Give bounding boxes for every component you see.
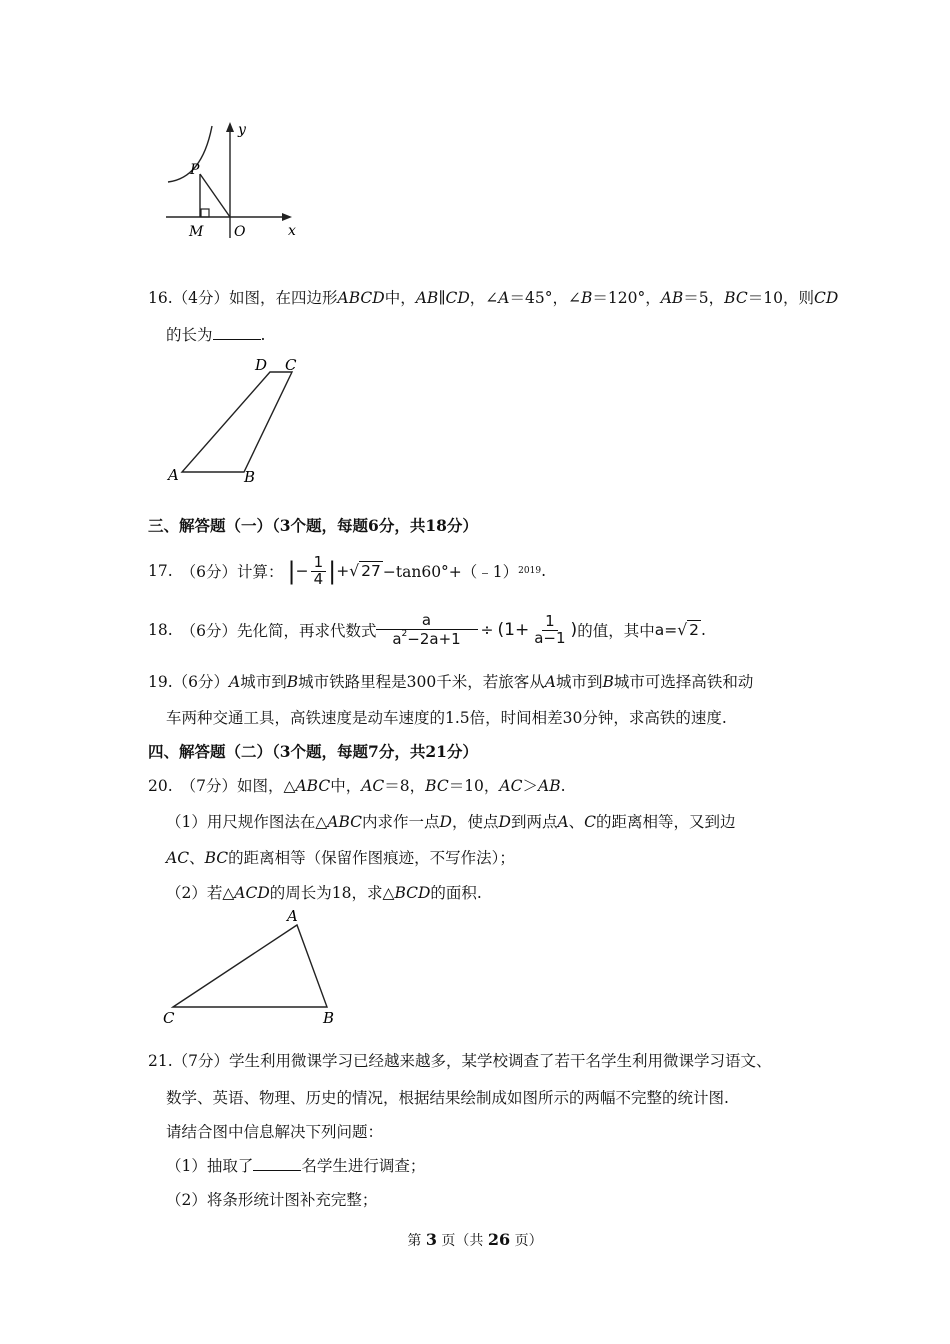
minus-sign: −	[295, 562, 309, 580]
q21-line1	[148, 1049, 772, 1071]
q16-line2	[166, 323, 265, 345]
section-heading: 四、解答题（二）（3个题，每题7分，共21分）	[148, 742, 478, 761]
footer-text: 页（共	[436, 1233, 488, 1249]
q19-text: 城市铁路里程是300千米，若旅客从	[298, 673, 545, 691]
q20-score: （7分）如图，△	[180, 777, 296, 795]
q21-line3: 请结合图中信息解决下列问题：	[166, 1123, 384, 1141]
q16-var: AB	[415, 289, 439, 307]
answer-blank[interactable]	[253, 1156, 301, 1171]
plus-sign: +	[336, 562, 350, 580]
q17-score: （6分）计算：	[180, 563, 284, 581]
q20-text: 的距离相等（保留作图痕迹，不写作法）；	[228, 849, 515, 867]
q16-number: 16.	[148, 289, 173, 307]
q19-text: 城市到	[555, 673, 603, 691]
q19-number: 19.	[148, 673, 173, 691]
q16-var: CD	[813, 289, 839, 307]
q16-parallel: ∥	[438, 289, 446, 307]
q20-var: AC	[166, 849, 190, 867]
q16-text: ＝45°，∠	[509, 289, 581, 307]
q17-period: .	[541, 562, 546, 580]
paren-open: (1+	[497, 620, 530, 640]
q16-var: B	[580, 289, 593, 307]
q21-text: （1）抽取了	[166, 1157, 254, 1175]
divide-sign: ÷	[480, 621, 494, 639]
q18	[148, 608, 706, 652]
q16-var: AB	[660, 289, 684, 307]
frac-numerator: 1	[311, 555, 327, 572]
q20-part1-line1	[166, 810, 736, 832]
label-o: O	[234, 224, 246, 240]
q16-var: A	[498, 289, 510, 307]
den-a: a	[392, 629, 402, 648]
q20-number: 20.	[148, 777, 173, 795]
q20-text: 的面积.	[430, 884, 482, 902]
abs-bar: |	[328, 557, 337, 585]
q20-text: .	[560, 777, 566, 795]
frac-denominator: 4	[313, 569, 324, 588]
q16-score: （4分）	[172, 289, 230, 307]
label-d: D	[255, 356, 268, 374]
q20-text: 、	[189, 849, 205, 867]
label-a: A	[287, 907, 298, 925]
q20-text: （1）用尺规作图法在△	[166, 813, 328, 831]
fraction-one-quarter	[311, 552, 327, 588]
q19-line1	[148, 670, 753, 692]
q20-var: BC	[425, 777, 449, 795]
segment-po	[200, 174, 230, 217]
q20-var: BC	[204, 849, 229, 867]
a-equals: a=	[654, 621, 678, 639]
q20-text: 中，	[330, 777, 362, 795]
radicand: 27	[361, 562, 381, 580]
label-b: B	[244, 468, 256, 486]
q19-score: （6分）	[172, 673, 230, 691]
frac-numerator: 1	[542, 614, 558, 631]
q16-text: 的长为	[166, 326, 213, 344]
q17-rest: −tan60°+（﹣1）	[382, 563, 519, 581]
q20-text: ＝10，	[448, 777, 500, 795]
q20-text: 内求作一点	[362, 813, 440, 831]
q20-var: A	[557, 813, 569, 831]
q16-text: 中，	[384, 289, 416, 307]
q16-var: ABCD	[337, 289, 385, 307]
label-p: P	[190, 162, 200, 178]
q20-text: ，使点	[451, 813, 499, 831]
right-angle-mark	[201, 209, 209, 217]
abs-bar: |	[287, 557, 296, 585]
figure-q15	[160, 118, 310, 246]
q16-text: ，∠	[469, 289, 499, 307]
frac-denominator: a−1	[534, 628, 566, 647]
q19-line2: 车两种交通工具，高铁速度是动车速度的1.5倍，时间相差30分钟，求高铁的速度.	[166, 709, 727, 727]
exponent: 2019	[518, 566, 542, 576]
figure-q20	[155, 905, 345, 1030]
q20-var: AB	[538, 777, 561, 795]
q19-text: 城市可选择高铁和动	[613, 673, 754, 691]
q19-var: A	[229, 673, 241, 691]
q16-text: ＝5，	[683, 289, 725, 307]
x-axis-arrow	[282, 213, 292, 221]
q19-var: A	[544, 673, 556, 691]
q20-var: C	[584, 813, 597, 831]
q17	[148, 551, 546, 591]
q20-part2	[166, 881, 482, 903]
q20-text: 、	[568, 813, 585, 831]
figure-q16	[162, 352, 312, 487]
q18-number: 18.	[148, 621, 173, 639]
label-a: A	[168, 466, 179, 484]
page-number: 3	[425, 1230, 437, 1249]
q20-var: ABC	[295, 777, 331, 795]
sqrt-2	[677, 621, 701, 639]
q20-text: ＝8，	[384, 777, 426, 795]
sqrt-27	[349, 562, 383, 580]
footer-text: 第	[407, 1233, 426, 1249]
q18-text: 的值，其中	[577, 622, 655, 640]
paren-close: )	[570, 620, 578, 640]
q16-text: 如图，在四边形	[229, 289, 338, 307]
q20-text: ＞	[522, 777, 538, 795]
label-y: y	[238, 122, 246, 138]
q20-var: D	[439, 813, 452, 831]
frac-denominator	[389, 630, 463, 648]
q21-text: 名学生进行调查；	[301, 1157, 426, 1175]
q20-text: （2）若△	[166, 884, 235, 902]
q19-text: 城市到	[240, 673, 287, 691]
q20-part1-line2	[166, 846, 515, 868]
sqrt-icon: √	[677, 621, 688, 639]
q20-var: D	[498, 813, 511, 831]
q20-var: AC	[499, 777, 523, 795]
q21-line2: 数学、英语、物理、历史的情况，根据结果绘制成如图所示的两幅不完整的统计图.	[166, 1089, 729, 1107]
frac-numerator: a	[376, 613, 478, 630]
label-x: x	[288, 223, 296, 239]
q16-text: ＝120°，	[592, 289, 661, 307]
triangle-abc	[173, 925, 327, 1007]
quadrilateral-abcd	[182, 372, 292, 472]
den-rest: −2a+1	[407, 629, 461, 648]
fraction-one-over-a-minus-1	[531, 611, 568, 647]
y-axis-arrow	[226, 122, 234, 132]
q21-part2: （2）将条形统计图补充完整；	[166, 1191, 378, 1209]
q16-var: CD	[445, 289, 470, 307]
q21-text: 学生利用微课学习已经越来越多，某学校调查了若干名学生利用微课学习语文、	[229, 1052, 772, 1070]
label-c: C	[285, 356, 297, 374]
sqrt-icon: √	[349, 562, 360, 580]
q20-text: 到两点	[510, 813, 558, 831]
q21-score: （7分）	[172, 1052, 230, 1070]
total-pages: 26	[487, 1230, 511, 1249]
q20-text: 的周长为18，求△	[269, 884, 395, 902]
section-heading: 三、解答题（一）（3个题，每题6分，共18分）	[148, 516, 478, 535]
q21-number: 21.	[148, 1052, 173, 1070]
answer-blank[interactable]	[213, 325, 261, 340]
q19-var: B	[602, 673, 614, 691]
page-footer	[0, 1230, 950, 1250]
label-c: C	[163, 1009, 175, 1027]
q20-var: ACD	[234, 884, 270, 902]
q19-var: B	[286, 673, 299, 691]
fraction-a-over-poly	[379, 610, 475, 648]
radicand: 2	[689, 621, 699, 639]
q18-score: （6分）先化简，再求代数式	[180, 622, 377, 640]
label-m: M	[189, 224, 204, 240]
q20-var: AC	[361, 777, 385, 795]
den-exp: 2	[401, 628, 408, 639]
q16-line1	[148, 286, 838, 308]
q16-text: ＝10，则	[747, 289, 814, 307]
q16-period: .	[260, 326, 266, 344]
q20-text: 的距离相等，又到边	[596, 813, 736, 831]
q17-number: 17.	[148, 562, 173, 580]
footer-text: 页）	[510, 1233, 543, 1249]
q21-part1	[166, 1154, 425, 1176]
q18-period: .	[700, 621, 706, 639]
q20-line1	[148, 774, 566, 796]
q20-var: ABC	[327, 813, 363, 831]
q20-var: BCD	[394, 884, 431, 902]
label-b: B	[323, 1009, 335, 1027]
q16-var: BC	[724, 289, 748, 307]
